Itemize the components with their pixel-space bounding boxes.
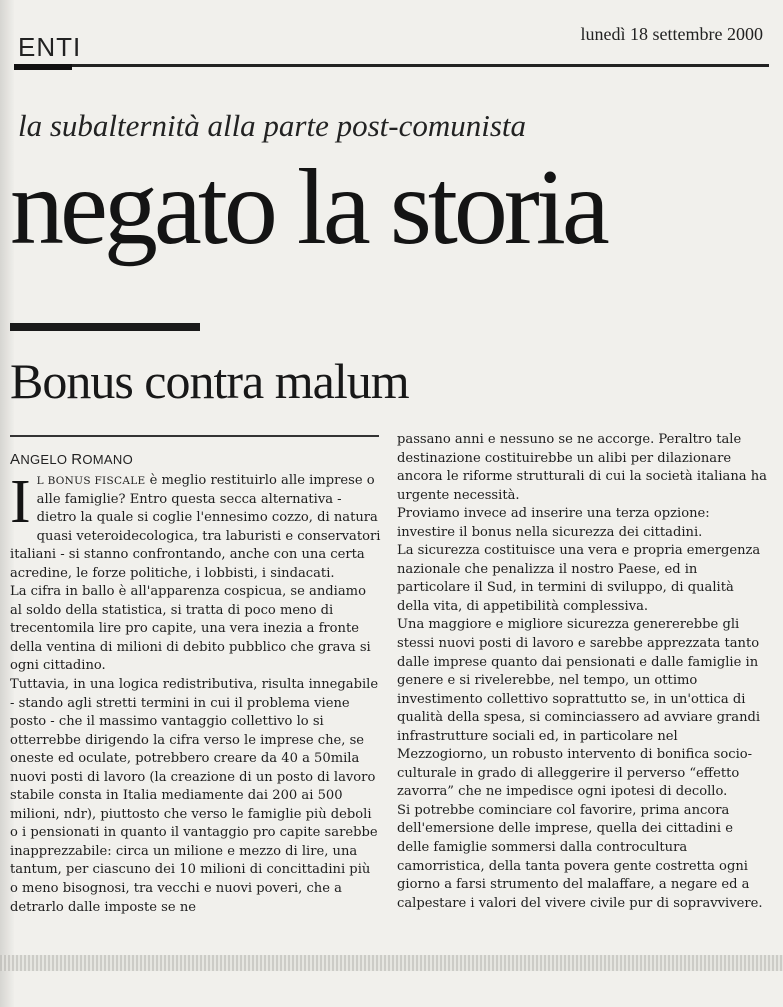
paragraph: Tuttavia, in una logica redistributiva, risulta innegabile - stando agli stretti termini in cui il problema viene posto - che il massimo vantaggio collettivo lo si otterrebbe dirigendo la cifra verso le imprese che, se oneste ed oculate, potrebbero creare da 40 a 50mila nuovi posti di lavoro (la creazione di un posto di lavoro stabile consta in Italia mediamente dai 200 ai 500 milioni, ndr), piuttosto che verso le famiglie più deboli o i pensionati in quanto il vantaggio pro capite sarebbe inapprezzabile: circa un milione e mezzo di lire, una tantum, per ciascuno dei 10 milioni di concittadini più o meno bisognosi, tra vecchi e nuovi poveri, che a detrarlo dalle imposte se ne [10,677,379,915]
article-headline: negato la storia [10,148,606,267]
paragraph: passano anni e nessuno se ne accorge. Peraltro tale destinazione costituirebbe un alibi per dilazionare ancora le riforme strutturali di cui la società italiana ha urgente necessità. [397,432,767,503]
paragraph: Si potrebbe cominciare col favorire, prima ancora dell'emersione delle imprese, quella dei cittadini e delle famiglie sommersi dalla controcultura camorristica, della tanta povera gente costretta ogni giorno a farsi strumento del malaffare, a negare ed a calpestare i valori del vivere civile pur di sopravvivere. [397,802,763,911]
section-label: ENTI [18,32,82,62]
author-first-initial: A [10,451,21,468]
scan-bottom-band [0,955,783,971]
headline-bar [10,323,200,331]
article-subheadline: Bonus contra malum [10,353,409,409]
paragraph: La sicurezza costituisce una vera e propria emergenza nazionale che penalizza il nostro Paese, ed in particolare il Sud, in termini di sviluppo, di qualità della vita, di appetibilità complessiva. [397,543,761,614]
drop-cap: I [10,468,31,536]
subheadline-rule [10,435,379,437]
author-byline [10,451,133,468]
article-kicker: la subalternità alla parte post-comunista [18,108,527,143]
article-column-right [397,431,769,913]
paragraph [10,468,382,583]
header-rule-accent [14,64,72,70]
lead-paragraph-text: è meglio restituirlo alle imprese o alle famiglie? Entro questa secca alternativa - dietro la quale si coglie l'ennesimo cozzo, di natura quasi veteroidecologica, tra laburisti e conservatori italiani - si stanno confrontando, anche con una certa acredine, le forze politiche, i lobbisti, i sindacati. [10,473,381,581]
header-rule [14,64,769,67]
lead-smallcaps: L BONUS FISCALE [36,475,146,487]
paragraph: Una maggiore e migliore sicurezza genererebbe gli stessi nuovi posti di lavoro e sarebbe apprezzata tanto dalle imprese quanto dai pensionati e dalle famiglie in genere e si rivelerebbe, nel tempo, un ottimo investimento collettivo soprattutto se, in un'ottica di qualità della spesa, si cominciassero ad avviare grandi infrastrutture sociali ed, in particolare nel Mezzogiorno, un robusto intervento di bonifica socio-culturale in grado di alleggerire il perverso “effetto zavorra” che ne impedisce ogni ipotesi di decollo. [397,617,761,800]
author-last-initial: R [71,451,83,468]
issue-date: lunedì 18 settembre 2000 [580,24,763,44]
article-column-left [10,468,382,917]
author-last-rest: OMANO [82,452,134,467]
author-first-rest: NGELO [20,452,68,467]
paragraph: Proviamo invece ad inserire una terza opzione: investire il bonus nella sicurezza dei cittadini. [397,506,710,540]
paragraph: La cifra in ballo è all'apparenza cospicua, se andiamo al soldo della statistica, si tratta di poco meno di trecentomila lire pro capite, una vera inezia a fronte della ventina di milioni di debito pubblico che grava si ogni cittadino. [10,584,371,674]
